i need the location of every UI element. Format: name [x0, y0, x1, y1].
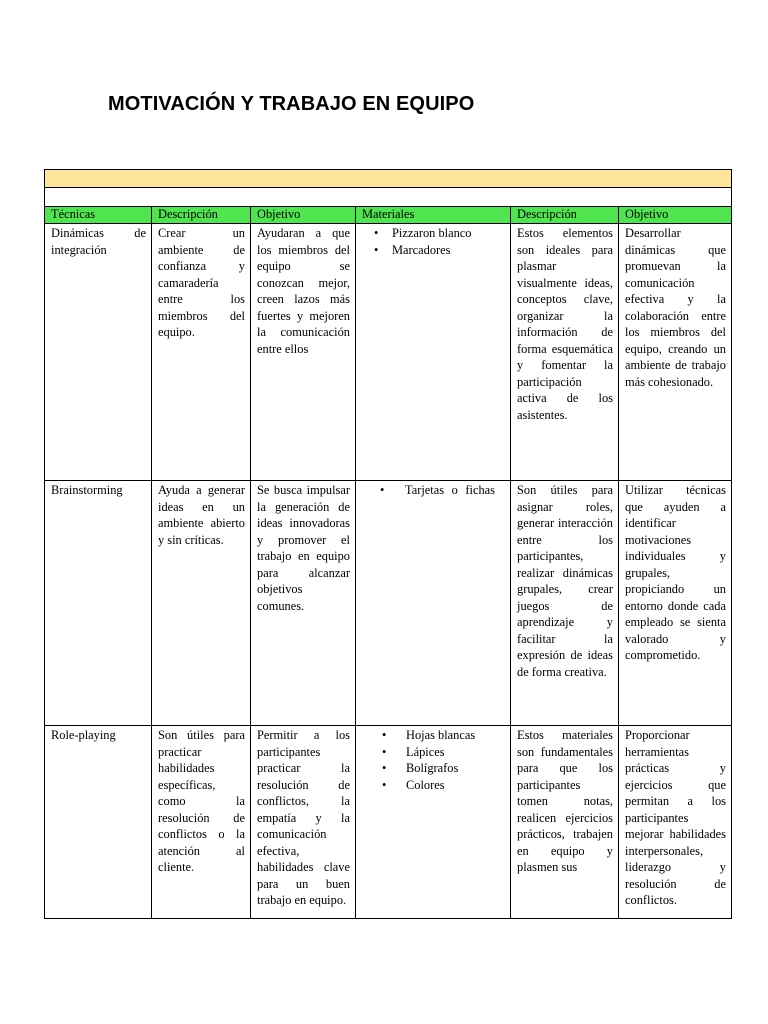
- header-materiales: Materiales: [356, 207, 511, 224]
- color-band-row: [45, 170, 732, 188]
- header-objetivo: Objetivo: [251, 207, 356, 224]
- materiales-cell: [356, 481, 511, 726]
- material-label: Bolígrafos: [406, 761, 459, 775]
- list-item: [362, 225, 505, 242]
- bullet-icon: •: [382, 744, 387, 759]
- bullet-icon: •: [382, 728, 387, 742]
- header-descripcion-materiales: Descripción: [511, 207, 619, 224]
- descripcion-materiales-cell: Estos materiales son fundamentales para que los participantes tomen notas, realicen ejercicios prácticos, trabajen en equipo y plasmen sus: [511, 726, 619, 919]
- table-row: [45, 726, 732, 919]
- bullet-icon: •: [382, 777, 387, 792]
- objetivo-materiales-cell: Proporcionar herramientas prácticas y ejercicios que permitan a los participantes mejorar habilidades interpersonales, liderazgo y resolución de conflictos.: [619, 726, 732, 919]
- table-header-row: [45, 207, 732, 224]
- material-label: Marcadores: [392, 242, 451, 257]
- material-label: Tarjetas o fichas: [405, 483, 495, 497]
- bullet-icon: •: [374, 226, 379, 240]
- document-title: MOTIVACIÓN Y TRABAJO EN EQUIPO: [108, 93, 475, 115]
- techniques-table: [44, 169, 732, 919]
- bullet-icon: •: [380, 483, 385, 497]
- list-item: [362, 482, 505, 499]
- header-descripcion: Descripción: [152, 207, 251, 224]
- table-row: [45, 224, 732, 481]
- table-row: [45, 481, 732, 726]
- objetivo-materiales-cell: Desarrollar dinámicas que promuevan la comunicación efectiva y la colaboración entre los miembros del equipo, creando un ambiente de trabajo más cohesionado.: [619, 224, 732, 481]
- empty-cell: [45, 188, 732, 207]
- materiales-cell: [356, 224, 511, 481]
- materials-list: [362, 225, 505, 258]
- descripcion-materiales-cell: Estos elementos son ideales para plasmar visualmente ideas, conceptos clave, organizar la información de forma esquemática y fomentar la participación activa de los asistentes.: [511, 224, 619, 481]
- list-item: [362, 242, 505, 259]
- materials-list: [362, 482, 505, 499]
- list-item: [362, 727, 505, 744]
- header-objetivo-materiales: Objetivo: [619, 207, 732, 224]
- descripcion-cell: Crear un ambiente de confianza y camaradería entre los miembros del equipo.: [152, 224, 251, 481]
- material-label: Lápices: [406, 744, 445, 759]
- bullet-icon: •: [382, 761, 387, 775]
- empty-row: [45, 188, 732, 207]
- tecnica-cell: Brainstorming: [45, 481, 152, 726]
- tecnica-cell: Dinámicas de integración: [45, 224, 152, 481]
- list-item: [362, 760, 505, 777]
- materials-list: [362, 727, 505, 793]
- color-band-cell: [45, 170, 732, 188]
- material-label: Hojas blancas: [406, 728, 476, 742]
- material-label: Colores: [406, 777, 445, 792]
- descripcion-cell: Son útiles para practicar habilidades específicas, como la resolución de conflictos o la atención al cliente.: [152, 726, 251, 919]
- bullet-icon: •: [374, 242, 379, 257]
- list-item: [362, 777, 505, 794]
- header-tecnicas: Técnicas: [45, 207, 152, 224]
- objetivo-cell: Ayudaran a que los miembros del equipo se conozcan mejor, creen lazos más fuertes y mejoren la comunicación entre ellos: [251, 224, 356, 481]
- tecnica-cell: Role-playing: [45, 726, 152, 919]
- material-label: Pizzaron blanco: [392, 226, 472, 240]
- descripcion-cell: Ayuda a generar ideas en un ambiente abierto y sin críticas.: [152, 481, 251, 726]
- descripcion-materiales-cell: Son útiles para asignar roles, generar interacción entre los participantes, realizar dinámicas grupales, crear juegos de aprendizaje y facilitar la expresión de ideas de forma creativa.: [511, 481, 619, 726]
- objetivo-cell: Permitir a los participantes practicar la resolución de conflictos, la empatía y la comunicación efectiva, habilidades clave para un buen trabajo en equipo.: [251, 726, 356, 919]
- list-item: [362, 744, 505, 761]
- objetivo-cell: Se busca impulsar la generación de ideas innovadoras y promover el trabajo en equipo para alcanzar objetivos comunes.: [251, 481, 356, 726]
- objetivo-materiales-cell: Utilizar técnicas que ayuden a identificar motivaciones individuales y grupales, propiciando un entorno donde cada empleado se sienta valorado y comprometido.: [619, 481, 732, 726]
- materiales-cell: [356, 726, 511, 919]
